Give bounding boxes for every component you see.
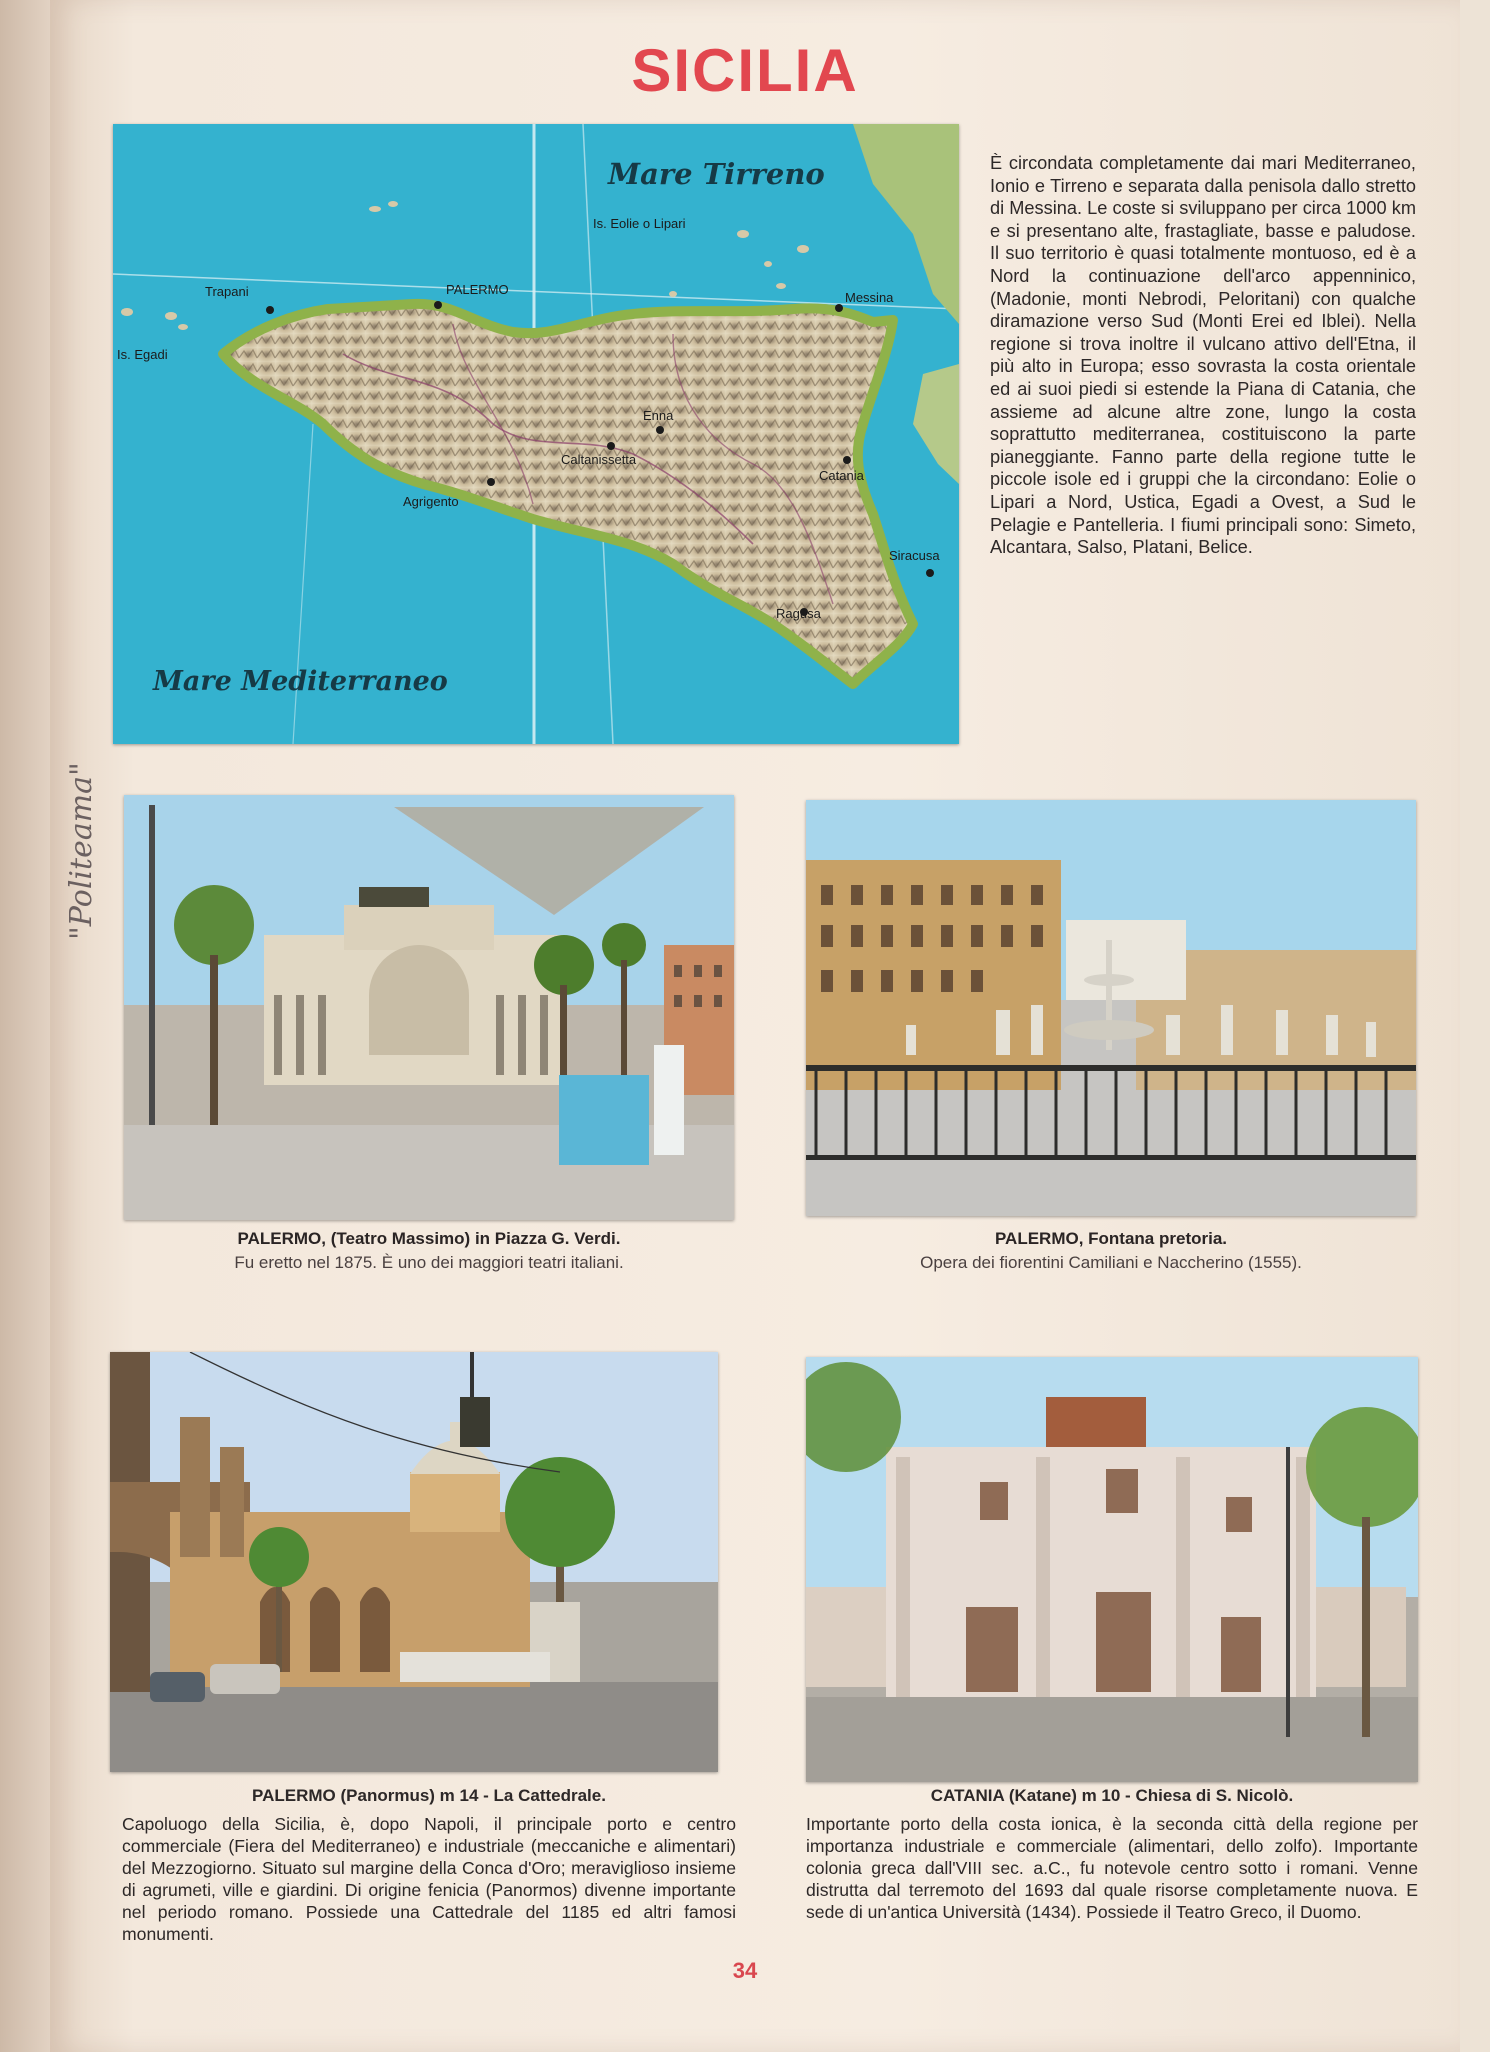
intro-paragraph: È circondata completamente dai mari Mediterraneo, Ionio e Tirreno e separata dalla penisola dallo stretto di Messina. Le coste si sviluppano per circa 1000 km e si presentano alte, frastagliate, basse e paludose. Il suo territorio è quasi totalmente montuoso, ed è a Nord la continuazione dell'arco appenninico, (Madonie, monti Nebrodi, Peloritani) con qualche diramazione verso Sud (Monti Erei ed Iblei). Nella regione si trova inoltre il vulcano attivo dell'Etna, il più alto in Europa; esso sovrasta la costa orientale ed ai suoi piedi si estende la Piana di Catania, che assieme ad alcune altre zone, lungo la costa soprattutto mediterranea, costituiscono la parte pianeggiante. Fanno parte della regione tutte le piccole isole ed i gruppi che la circondano: Eolie o Lipari a Nord, Ustica, Egadi a Ovest, a Sud le Pelagie e Pantelleria. I fiumi principali sono: Simeto, Alcantara, Salso, Platani, Belice. bbox=[990, 153, 1416, 558]
caption-fontana-head: PALERMO, Fontana pretoria. bbox=[994, 1229, 1228, 1248]
map-label-trapani: Trapani bbox=[205, 284, 249, 299]
album-spine bbox=[0, 0, 50, 2052]
desc-san-nicolo-text: Importante porto della costa ionica, è la seconda città della regione per importanza industriale e commerciale (alimentari, dello zolfo). Importante colonia greca dall'VIII sec. a.C., fu notevole centro sotto i romani. Venne distrutta dal terremoto del 1693 dal quale risorse completamente nuova. E sede di un'antica Università (1434). Possiede il Teatro Greco, il Duomo. bbox=[806, 1814, 1418, 1922]
map-label-egadi: Is. Egadi bbox=[117, 347, 168, 362]
page-number: 34 bbox=[732, 1958, 758, 1983]
handwritten-note: "Politeama" bbox=[64, 762, 99, 940]
map-label-agrigento: Agrigento bbox=[403, 494, 459, 509]
sicily-map bbox=[113, 124, 959, 744]
map-label-palermo: PALERMO bbox=[446, 282, 509, 297]
map-label-ragusa: Ragusa bbox=[776, 606, 821, 621]
desc-san-nicolo bbox=[806, 1785, 1418, 1923]
map-label-eolie: Is. Eolie o Lipari bbox=[593, 216, 686, 231]
caption-fontana-pretoria bbox=[806, 1227, 1416, 1275]
desc-san-nicolo-head: CATANIA (Katane) m 10 - Chiesa di S. Nicolò. bbox=[930, 1786, 1294, 1805]
sea-label-tirreno: Mare Tirreno bbox=[608, 157, 825, 191]
sicily-map-card bbox=[113, 124, 959, 744]
photo-fontana-pretoria bbox=[806, 800, 1416, 1216]
photo-cattedrale bbox=[110, 1352, 718, 1772]
desc-cattedrale-text: Capoluogo della Sicilia, è, dopo Napoli, il principale porto e centro commerciale (Fiera del Mediterraneo) e industriale (meccaniche e alimentari) del Mezzogiorno. Situato sul margine della Conca d'Oro; meraviglioso insieme di agrumeti, ville e giardini. Di origine fenicia (Panormos) divenne importante nel periodo romano. Possiede una Cattedrale del 1185 ed altri famosi monumenti. bbox=[122, 1814, 736, 1944]
caption-teatro-sub: Fu eretto nel 1875. È uno dei maggiori teatri italiani. bbox=[234, 1253, 624, 1272]
map-label-catania: Catania bbox=[819, 468, 864, 483]
page-title: SICILIA bbox=[631, 37, 859, 104]
map-label-messina: Messina bbox=[845, 290, 894, 305]
caption-teatro-massimo bbox=[124, 1227, 734, 1275]
desc-cattedrale bbox=[122, 1785, 736, 1945]
map-label-caltanissetta: Caltanissetta bbox=[561, 452, 637, 467]
map-label-enna: Enna bbox=[643, 408, 674, 423]
map-label-siracusa: Siracusa bbox=[889, 548, 940, 563]
photo-chiesa-san-nicolo bbox=[806, 1357, 1418, 1782]
caption-teatro-head: PALERMO, (Teatro Massimo) in Piazza G. Verdi. bbox=[237, 1229, 621, 1248]
sea-label-mediterraneo: Mare Mediterraneo bbox=[153, 666, 448, 697]
photo-teatro-massimo bbox=[124, 795, 734, 1220]
desc-cattedrale-head: PALERMO (Panormus) m 14 - La Cattedrale. bbox=[252, 1786, 606, 1805]
caption-fontana-sub: Opera dei fiorentini Camiliani e Naccherino (1555). bbox=[920, 1253, 1302, 1272]
